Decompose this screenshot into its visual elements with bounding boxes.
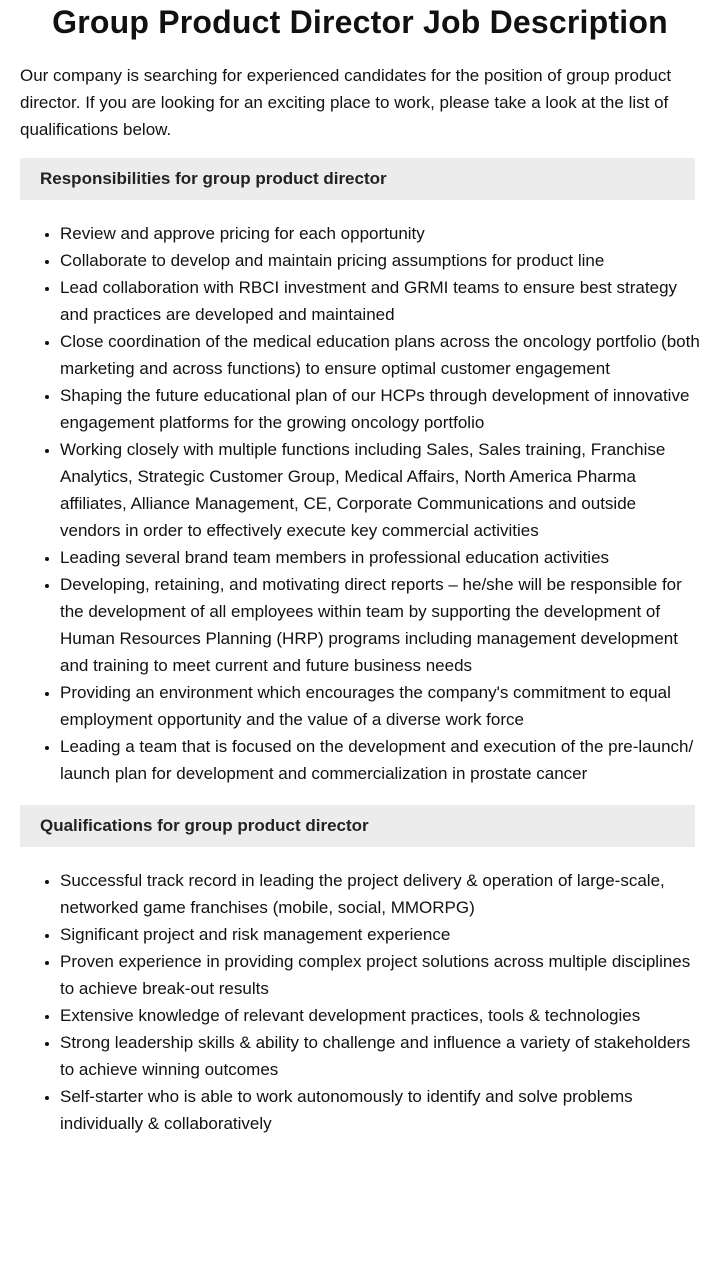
list-item: • Leading a team that is focused on the development and execution of the pre-launch/ launch plan for development and commercialization in prostate cancer xyxy=(60,733,700,787)
list-item: • Self-starter who is able to work autonomously to identify and solve problems individually & collaboratively xyxy=(60,1083,700,1137)
list-item: • Strong leadership skills & ability to challenge and influence a variety of stakeholders to achieve winning outcomes xyxy=(60,1029,700,1083)
list-item: • Working closely with multiple functions including Sales, Sales training, Franchise Analytics, Strategic Customer Group, Medical Affairs, North America Pharma affiliates, Alliance Management, CE, Corporate Communications and outside vendors in order to effectively execute key commercial activities xyxy=(60,436,700,544)
list-item: • Developing, retaining, and motivating direct reports – he/she will be responsible for the development of all employees within team by supporting the development of Human Resources Planning (HRP) programs including management development and training to meet current and future business needs xyxy=(60,571,700,679)
list-item: • Collaborate to develop and maintain pricing assumptions for product line xyxy=(60,247,700,274)
list-item: • Review and approve pricing for each opportunity xyxy=(60,220,700,247)
qualifications-heading: Qualifications for group product director xyxy=(20,805,695,847)
qualifications-list xyxy=(0,867,700,1137)
intro-paragraph: Our company is searching for experienced candidates for the position of group product director. If you are looking for an exciting place to work, please take a look at the list of qualifications below. xyxy=(20,66,672,139)
list-item: • Lead collaboration with RBCI investment and GRMI teams to ensure best strategy and practices are developed and maintained xyxy=(60,274,700,328)
list-item: • Shaping the future educational plan of our HCPs through development of innovative engagement platforms for the growing oncology portfolio xyxy=(60,382,700,436)
responsibilities-heading: Responsibilities for group product director xyxy=(20,158,695,200)
list-item: • Proven experience in providing complex project solutions across multiple disciplines to achieve break-out results xyxy=(60,948,700,1002)
list-item: • Significant project and risk management experience xyxy=(60,921,700,948)
list-item: • Leading several brand team members in professional education activities xyxy=(60,544,700,571)
list-item: • Extensive knowledge of relevant development practices, tools & technologies xyxy=(60,1002,700,1029)
list-item: • Providing an environment which encourages the company's commitment to equal employment opportunity and the value of a diverse work force xyxy=(60,679,700,733)
list-item: • Successful track record in leading the project delivery & operation of large-scale, networked game franchises (mobile, social, MMORPG) xyxy=(60,867,700,921)
page-title: Group Product Director Job Description xyxy=(52,4,668,40)
responsibilities-list xyxy=(0,220,700,787)
list-item: • Close coordination of the medical education plans across the oncology portfolio (both marketing and across functions) to ensure optimal customer engagement xyxy=(60,328,700,382)
